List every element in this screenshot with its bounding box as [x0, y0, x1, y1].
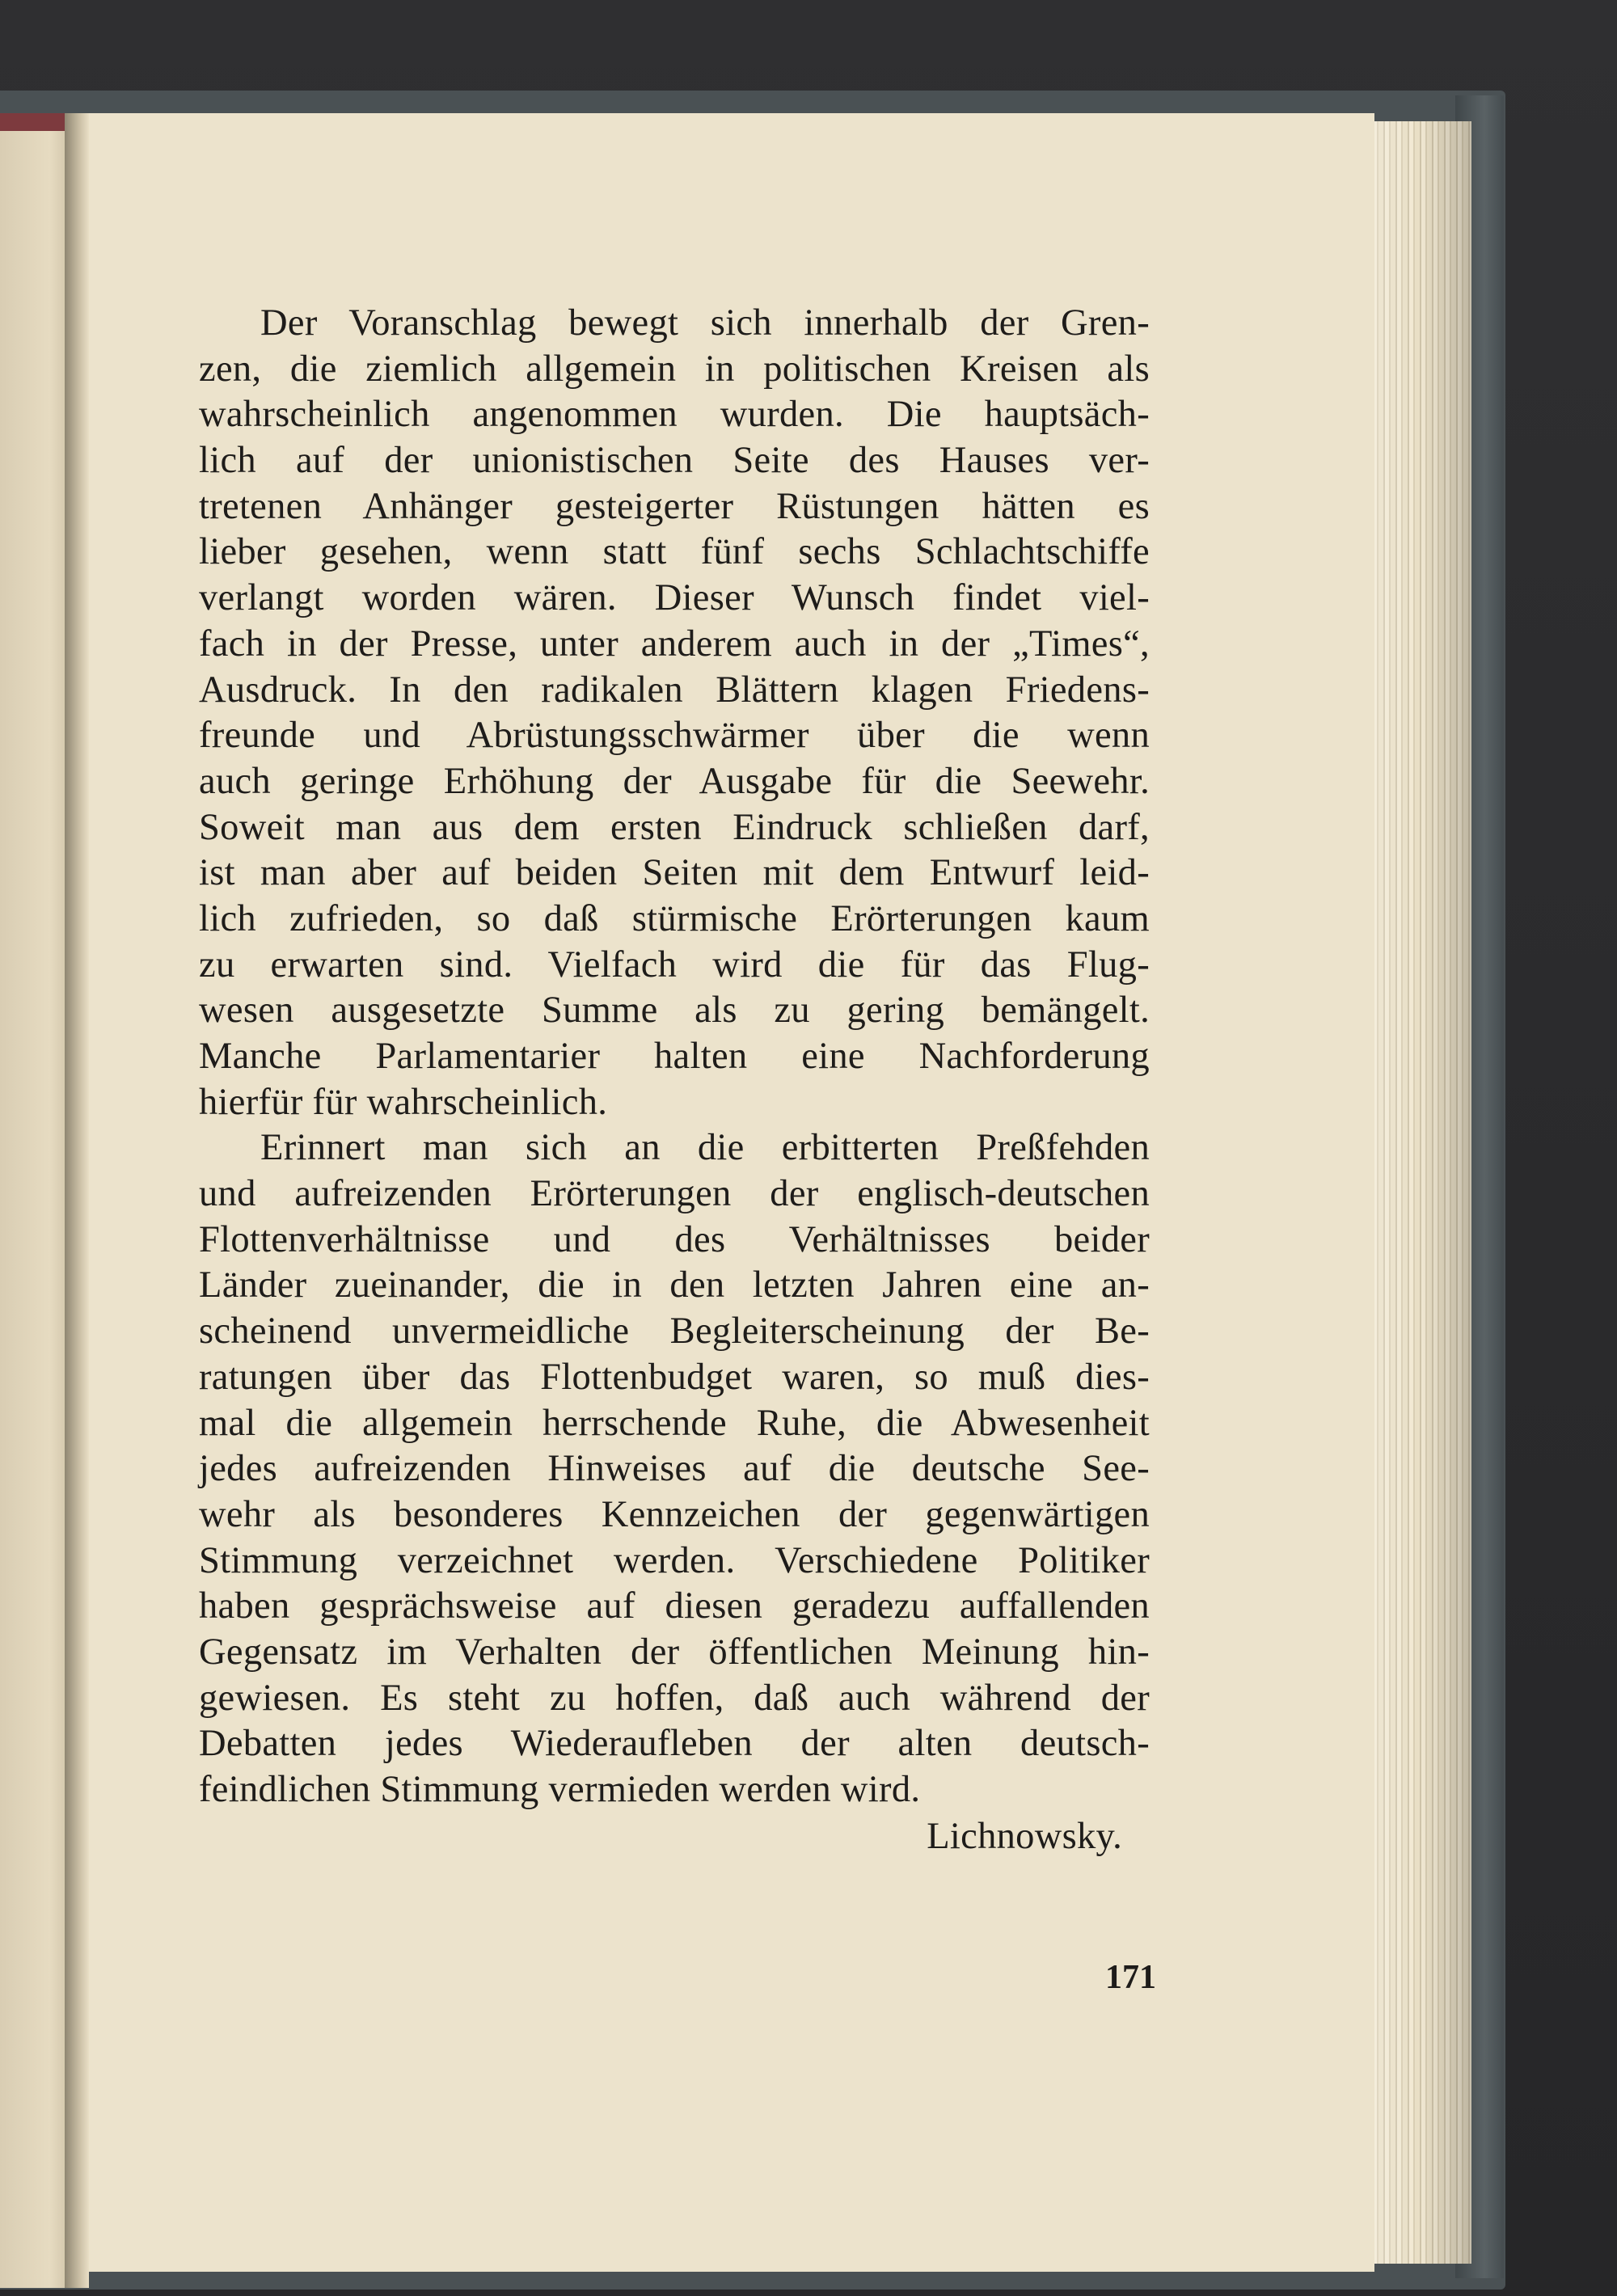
text-line: Länder zueinander, die in den letzten Jahren eine an-	[199, 1264, 1150, 1306]
text-line: Soweit man aus dem ersten Eindruck schließen darf,	[199, 806, 1150, 848]
text-line: fach in der Presse, unter anderem auch in der „Times“,	[199, 623, 1150, 665]
text-line: Ausdruck. In den radikalen Blättern klagen Friedens-	[199, 669, 1150, 711]
text-line: und aufreizenden Erörterungen der englisch-deutschen	[199, 1173, 1150, 1215]
text-line: ratungen über das Flottenbudget waren, so muß dies-	[199, 1356, 1150, 1398]
text-line: jedes aufreizenden Hinweises auf die deutsche See-	[199, 1448, 1150, 1490]
text-line: verlangt worden wären. Dieser Wunsch findet viel-	[199, 577, 1150, 619]
text-line: gewiesen. Es steht zu hoffen, daß auch während der	[199, 1677, 1150, 1719]
text-line: hierfür für wahrscheinlich.	[199, 1081, 608, 1123]
gutter-shadow	[65, 113, 89, 2288]
signature: Lichnowsky.	[927, 1815, 1122, 1857]
left-page-edge	[0, 113, 71, 2288]
text-line: Erinnert man sich an die erbitterten Preßfehden	[260, 1127, 1150, 1169]
text-line: Der Voranschlag bewegt sich innerhalb der Gren-	[260, 302, 1150, 344]
text-line: Manche Parlamentarier halten eine Nachforderung	[199, 1036, 1150, 1077]
text-line: freunde und Abrüstungsschwärmer über die wenn	[199, 715, 1150, 757]
text-line: lich auf der unionistischen Seite des Hauses ver-	[199, 440, 1150, 482]
text-line: wehr als besonderes Kennzeichen der gegenwärtigen	[199, 1493, 1150, 1535]
text-line: haben gesprächsweise auf diesen geradezu auffallenden	[199, 1585, 1150, 1627]
text-line: Flottenverhältnisse und des Verhältnisses beider	[199, 1218, 1150, 1260]
text-line: mal die allgemein herrschende Ruhe, die Abwesenheit	[199, 1402, 1150, 1444]
text-line: tretenen Anhänger gesteigerter Rüstungen hätten es	[199, 485, 1150, 527]
text-line: Stimmung verzeichnet werden. Verschiedene Politiker	[199, 1539, 1150, 1581]
text-line: wahrscheinlich angenommen wurden. Die hauptsäch-	[199, 394, 1150, 436]
spine-headband	[0, 113, 70, 131]
text-line: feindlichen Stimmung vermieden werden wird.	[199, 1769, 921, 1810]
text-line: Gegensatz im Verhalten der öffentlichen Meinung hin-	[199, 1631, 1150, 1673]
page-number: 171	[1105, 1959, 1156, 1996]
text-line: ist man aber auf beiden Seiten mit dem Entwurf leid-	[199, 852, 1150, 894]
text-line: wesen ausgesetzte Summe als zu gering bemängelt.	[199, 990, 1150, 1032]
page-text	[199, 301, 1150, 1859]
page-stack-shade	[1366, 121, 1471, 2264]
text-line: zen, die ziemlich allgemein in politischen Kreisen als	[199, 348, 1150, 390]
text-line: zu erwarten sind. Vielfach wird die für das Flug-	[199, 943, 1150, 986]
text-line: auch geringe Erhöhung der Ausgabe für die Seewehr.	[199, 760, 1150, 802]
text-line: scheinend unvermeidliche Begleiterscheinung der Be-	[199, 1310, 1150, 1353]
text-line: Debatten jedes Wiederaufleben der alten deutsch-	[199, 1723, 1150, 1765]
text-line: lieber gesehen, wenn statt fünf sechs Schlachtschiffe	[199, 531, 1150, 573]
text-line: lich zufrieden, so daß stürmische Erörterungen kaum	[199, 897, 1150, 939]
